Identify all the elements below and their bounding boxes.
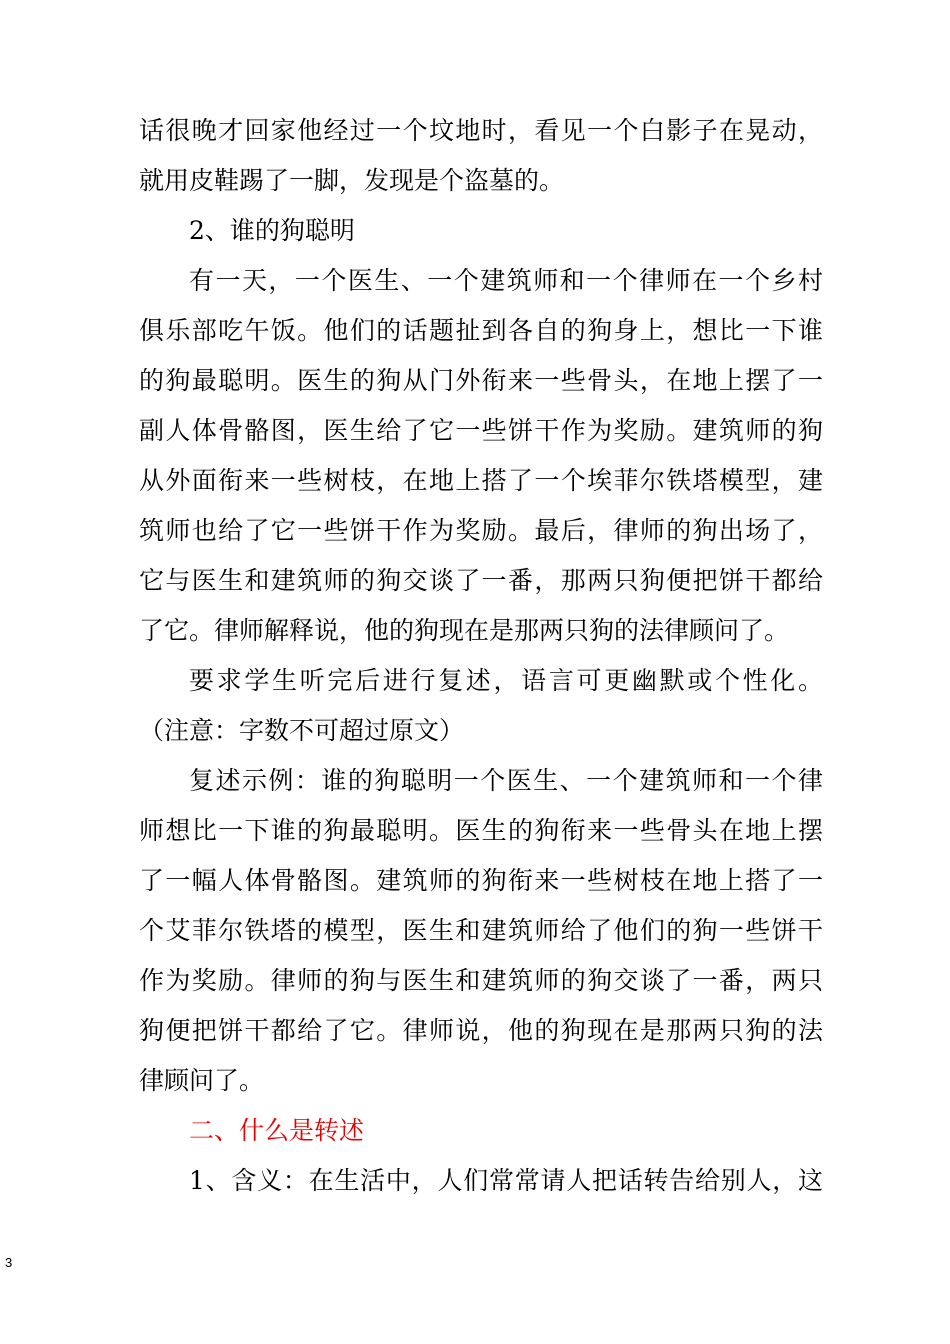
page-number: 3 [5, 1255, 13, 1270]
text-line: 了一幅人体骨骼图。建筑师的狗衔来一些树枝在地上搭了一 [139, 866, 823, 895]
story-heading: 2、谁的狗聪明 [189, 216, 355, 245]
text-line: 1、含义：在生活中，人们常常请人把话转告给别人，这 [189, 1166, 823, 1195]
text-line: 律顾问了。 [139, 1066, 265, 1095]
text-line: 副人体骨骼图，医生给了它一些饼干作为奖励。建筑师的狗 [139, 416, 823, 445]
text-line: 话很晚才回家他经过一个坟地时，看见一个白影子在晃动， [139, 116, 823, 145]
text-line: 有一天，一个医生、一个建筑师和一个律师在一个乡村 [189, 266, 823, 295]
text-line: 它与医生和建筑师的狗交谈了一番，那两只狗便把饼干都给 [139, 566, 823, 595]
text-line: 复述示例：谁的狗聪明一个医生、一个建筑师和一个律 [189, 766, 823, 795]
text-line: 就用皮鞋踢了一脚，发现是个盗墓的。 [139, 166, 565, 195]
text-line: 作为奖励。律师的狗与医生和建筑师的狗交谈了一番，两只 [139, 966, 823, 995]
text-line: 的狗最聪明。医生的狗从门外衔来一些骨头，在地上摆了一 [139, 366, 823, 395]
text-line: 俱乐部吃午饭。他们的话题扯到各自的狗身上，想比一下谁 [139, 316, 823, 345]
document-body [139, 106, 823, 1206]
text-line: 狗便把饼干都给了它。律师说，他的狗现在是那两只狗的法 [139, 1016, 823, 1045]
section-heading: 二、什么是转述 [189, 1116, 365, 1145]
text-line: 筑师也给了它一些饼干作为奖励。最后，律师的狗出场了， [139, 516, 823, 545]
text-line: 个艾菲尔铁塔的模型，医生和建筑师给了他们的狗一些饼干 [139, 916, 823, 945]
text-line: 要求学生听完后进行复述，语言可更幽默或个性化。 [189, 666, 823, 695]
text-line: 从外面衔来一些树枝，在地上搭了一个埃菲尔铁塔模型，建 [139, 466, 823, 495]
text-line: 了它。律师解释说，他的狗现在是那两只狗的法律顾问了。 [139, 616, 790, 645]
text-line: （注意：字数不可超过原文） [139, 716, 465, 745]
text-line: 师想比一下谁的狗最聪明。医生的狗衔来一些骨头在地上摆 [139, 816, 823, 845]
